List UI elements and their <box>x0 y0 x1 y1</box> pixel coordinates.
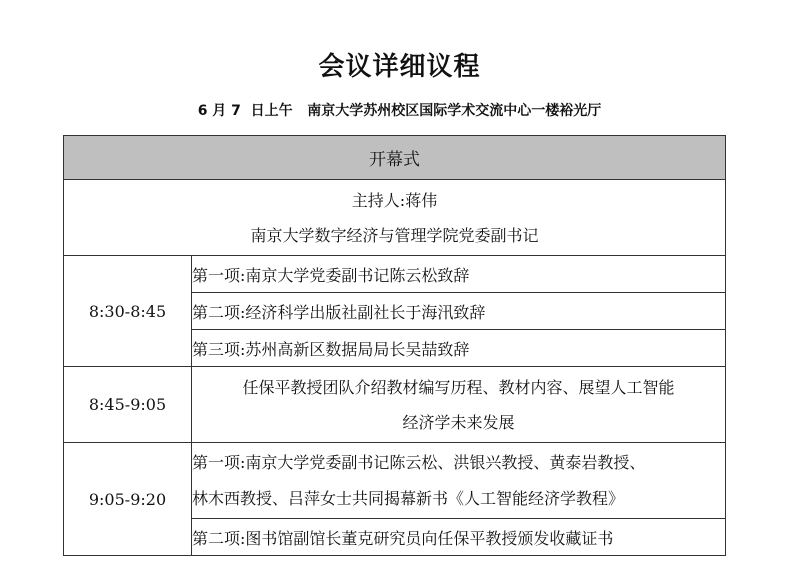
page-title: 会议详细议程 <box>318 52 481 82</box>
host-row <box>64 180 726 256</box>
time-slot: 8:30-8:45 <box>64 256 192 367</box>
agenda-item-line: 经济学未来发展 <box>402 412 515 432</box>
host-name: 主持人:蒋伟 <box>351 190 438 210</box>
agenda-item-line: 任保平教授团队介绍教材编写历程、教材内容、展望人工智能 <box>242 377 675 397</box>
section-title: 开幕式 <box>64 136 726 180</box>
agenda-table <box>63 135 726 556</box>
time-slot: 8:45-9:05 <box>64 367 192 443</box>
agenda-item <box>192 367 726 443</box>
agenda-item <box>192 443 726 519</box>
agenda-item-line: 林木西教授、吕萍女士共同揭幕新书《人工智能经济学教程》 <box>192 488 625 508</box>
session-info: 6 月 7 日上午 南京大学苏州校区国际学术交流中心一楼裕光厅 <box>197 103 602 119</box>
time-slot: 9:05-9:20 <box>64 443 192 556</box>
agenda-item: 第二项:经济科学出版社副社长于海汛致辞 <box>192 293 726 330</box>
agenda-item: 第二项:图书馆副馆长董克研究员向任保平教授颁发收藏证书 <box>192 519 726 556</box>
table-row <box>64 367 726 443</box>
host-role: 南京大学数字经济与管理学院党委副书记 <box>250 225 539 245</box>
agenda-item: 第三项:苏州高新区数据局局长吴喆致辞 <box>192 330 726 367</box>
table-row <box>64 443 726 519</box>
section-header-row <box>64 136 726 180</box>
agenda-item: 第一项:南京大学党委副书记陈云松致辞 <box>192 256 726 293</box>
agenda-item-line: 第一项:南京大学党委副书记陈云松、洪银兴教授、黄泰岩教授、 <box>192 452 646 472</box>
host-cell <box>64 180 726 256</box>
table-row <box>64 256 726 293</box>
